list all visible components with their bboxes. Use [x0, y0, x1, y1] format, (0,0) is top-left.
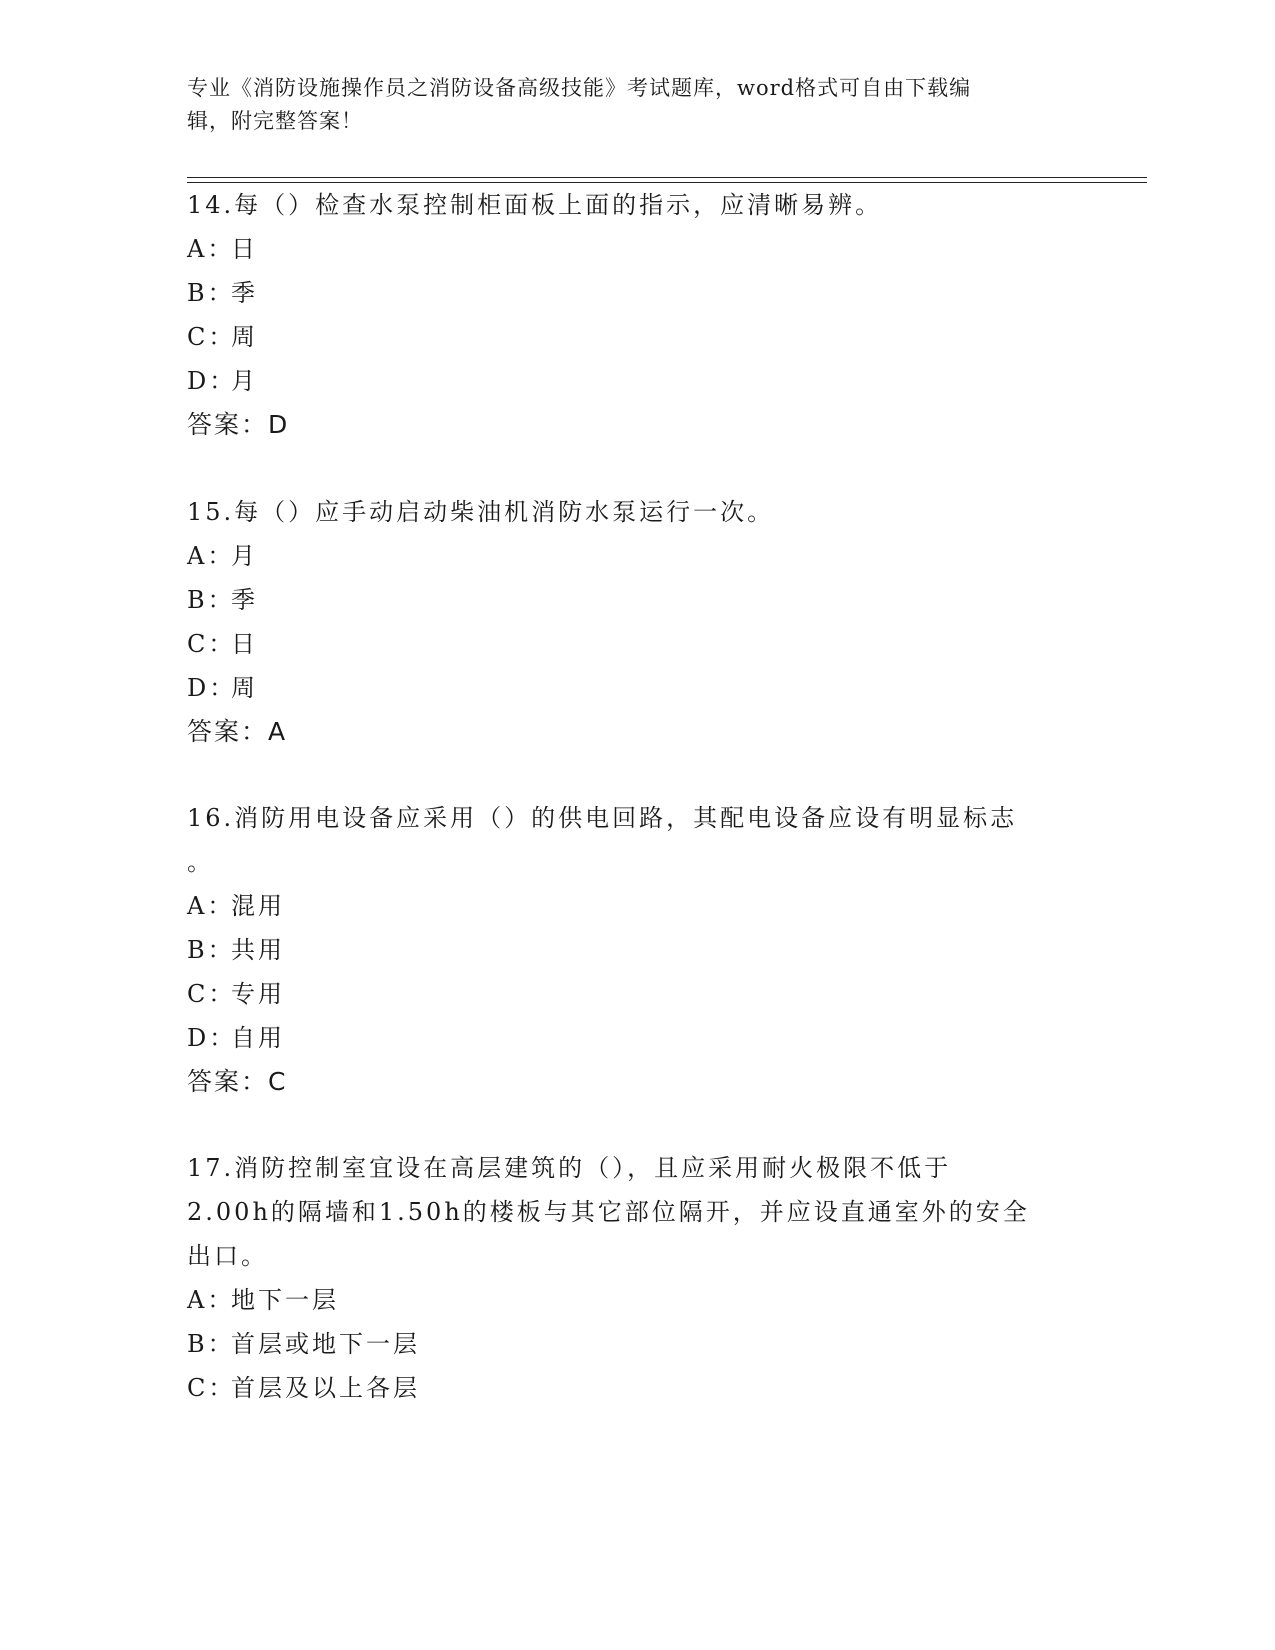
option-d	[187, 673, 258, 703]
option-key: D：	[187, 674, 237, 702]
question-stem-continued: 出口。	[187, 1242, 268, 1270]
header-line-2: 辑，附完整答案！	[187, 109, 363, 133]
option-key: D：	[187, 1024, 237, 1052]
option-text: 周	[231, 674, 258, 702]
option-a	[187, 234, 258, 264]
option-key: A：	[187, 892, 235, 920]
option-c	[187, 1373, 420, 1403]
option-key: C：	[187, 323, 236, 351]
option-key: B：	[187, 936, 235, 964]
option-c	[187, 322, 258, 352]
option-text: 共用	[231, 936, 285, 964]
option-text: 季	[231, 586, 258, 614]
option-key: C：	[187, 1374, 236, 1402]
option-c	[187, 629, 258, 659]
header-divider-top	[187, 177, 1147, 178]
question-stem: 17.消防控制室宜设在高层建筑的（），且应采用耐火极限不低于	[187, 1154, 952, 1182]
option-text: 月	[231, 367, 258, 395]
question-stem-continued: 2.00h的隔墙和1.50h的楼板与其它部位隔开，并应设直通室外的安全	[187, 1198, 1030, 1226]
option-text: 日	[231, 235, 258, 263]
option-c	[187, 979, 285, 1009]
option-b	[187, 585, 258, 615]
option-key: D：	[187, 367, 237, 395]
option-text: 首层及以上各层	[231, 1374, 420, 1402]
option-b	[187, 935, 285, 965]
option-key: B：	[187, 279, 235, 307]
option-key: A：	[187, 1286, 235, 1314]
option-a	[187, 541, 258, 571]
option-key: C：	[187, 630, 236, 658]
option-text: 日	[231, 630, 258, 658]
header-line-1: 专业《消防设施操作员之消防设备高级技能》考试题库，word格式可自由下载编	[187, 76, 972, 100]
option-text: 专用	[231, 980, 285, 1008]
option-text: 月	[231, 542, 258, 570]
question-stem-continued: 。	[187, 848, 214, 876]
option-text: 混用	[231, 892, 285, 920]
header-divider-bottom	[187, 182, 1147, 183]
option-key: B：	[187, 586, 235, 614]
option-b	[187, 1329, 420, 1359]
option-b	[187, 278, 258, 308]
question-stem: 16.消防用电设备应采用（）的供电回路，其配电设备应设有明显标志	[187, 804, 1018, 832]
option-text: 地下一层	[231, 1286, 339, 1314]
answer-line: 答案：D	[187, 410, 290, 439]
option-key: B：	[187, 1330, 235, 1358]
option-a	[187, 891, 285, 921]
option-key: A：	[187, 235, 235, 263]
option-d	[187, 1023, 285, 1053]
option-d	[187, 366, 258, 396]
option-a	[187, 1285, 339, 1315]
option-text: 首层或地下一层	[231, 1330, 420, 1358]
answer-line: 答案：C	[187, 1067, 288, 1096]
option-key: C：	[187, 980, 236, 1008]
answer-line: 答案：A	[187, 717, 288, 746]
question-stem: 15.每（）应手动启动柴油机消防水泵运行一次。	[187, 498, 775, 526]
option-text: 季	[231, 279, 258, 307]
option-key: A：	[187, 542, 235, 570]
document-header	[187, 72, 1067, 138]
option-text: 周	[231, 323, 258, 351]
option-text: 自用	[231, 1024, 285, 1052]
question-stem: 14.每（）检查水泵控制柜面板上面的指示，应清晰易辨。	[187, 191, 883, 219]
